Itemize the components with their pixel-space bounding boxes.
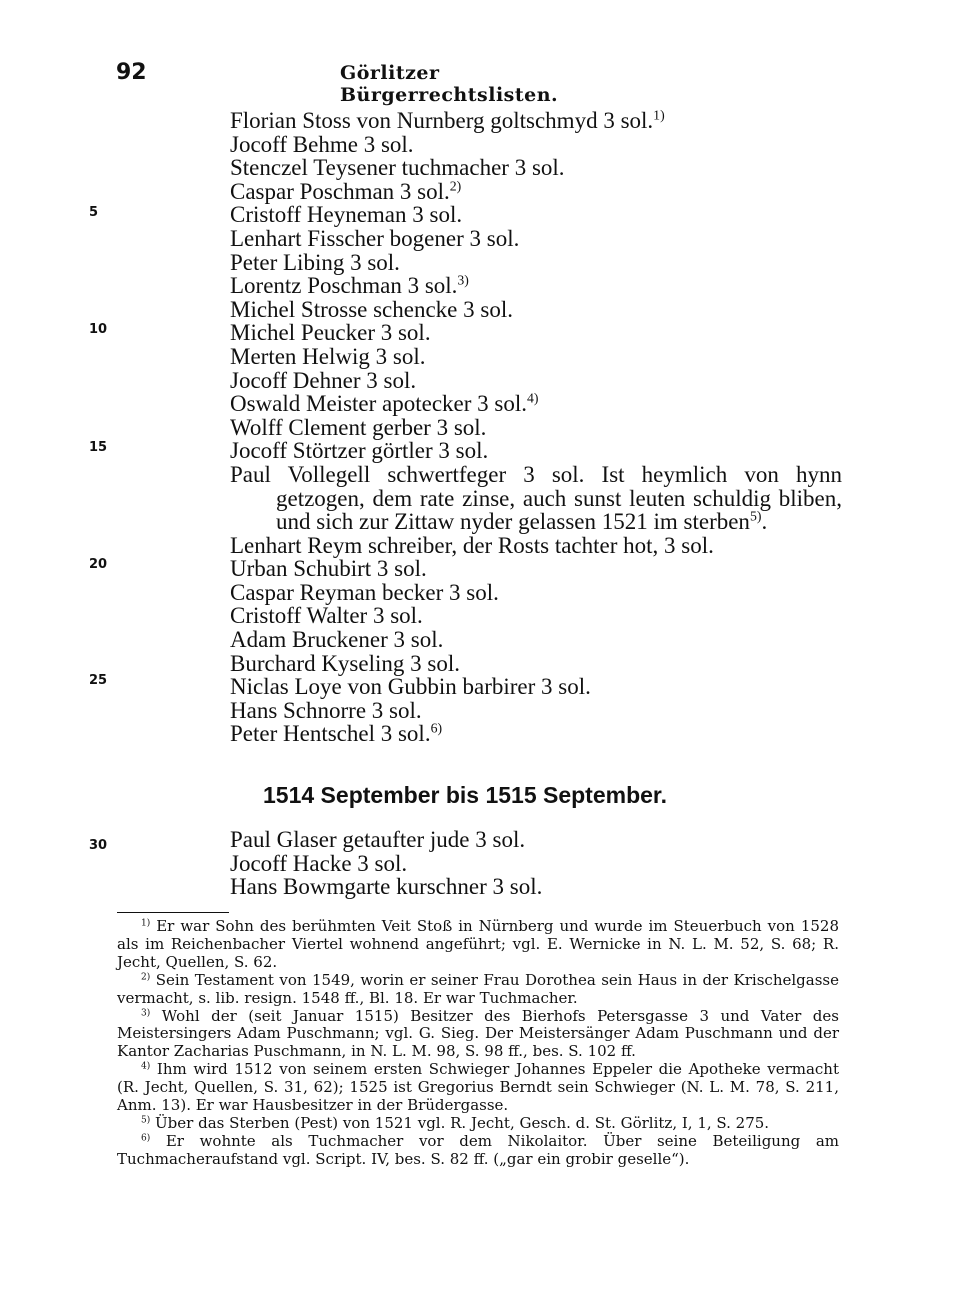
- entry-text: Peter Libing 3 sol.: [230, 249, 400, 275]
- entry-text: Paul Glaser getaufter jude 3 sol.: [230, 827, 526, 852]
- list-item: [230, 852, 842, 876]
- entry-text: Caspar Reyman becker 3 sol.: [230, 579, 499, 605]
- footnote-mark: 3): [141, 1008, 151, 1019]
- entry-text: Merten Helwig 3 sol.: [230, 343, 426, 369]
- list-item: [230, 180, 842, 204]
- footnote-ref: 1): [653, 107, 665, 123]
- list-item: [230, 251, 842, 275]
- list-item: [230, 628, 842, 652]
- entry-text: Wolff Clement gerber 3 sol.: [230, 414, 487, 440]
- footnote: [117, 1061, 839, 1115]
- line-number: 10: [89, 322, 108, 337]
- page-number: 92: [116, 60, 147, 85]
- list-item: [230, 557, 842, 581]
- entry-text: Paul Vollegell schwertfeger 3 sol. Ist heymlich von hynn getzogen, dem rate zinse, auch sunst leuten schuldig bliben, und sich zur Zittaw nyder gelassen 1521 im sterben: [230, 461, 842, 535]
- entry-end-punctuation: .: [761, 509, 768, 535]
- footnote-mark: 1): [141, 918, 151, 929]
- list-item: [230, 321, 842, 345]
- citizen-list: [230, 109, 842, 746]
- list-item: [230, 298, 842, 322]
- list-item: [230, 439, 842, 463]
- footnote-ref: 3): [457, 272, 469, 288]
- footnote-mark: 2): [141, 972, 151, 983]
- line-number: 15: [89, 440, 108, 455]
- entry-text: Burchard Kyseling 3 sol.: [230, 650, 460, 676]
- list-item: [230, 463, 842, 534]
- footnote-text: Er war Sohn des berühmten Veit Stoß in Nürnberg und wurde im Steuerbuch von 1528 als im Reichenbacher Viertel wohnend angeführt; vgl. E. Wernicke in N. L. M. 52, S. 68; R. Jecht, Quellen, S. 62.: [117, 917, 839, 971]
- entry-text: Cristoff Heyneman 3 sol.: [230, 202, 463, 228]
- entry-text: Adam Bruckener 3 sol.: [230, 627, 444, 653]
- list-item: [230, 699, 842, 723]
- entry-text: Florian Stoss von Nurnberg goltschmyd 3 sol.: [230, 108, 654, 133]
- list-item: [230, 604, 842, 628]
- entry-text: Oswald Meister apotecker 3 sol.: [230, 391, 528, 417]
- citizen-list-1514: [230, 828, 842, 899]
- entry-text: Cristoff Walter 3 sol.: [230, 603, 423, 629]
- list-item: [230, 392, 842, 416]
- list-item: [230, 156, 842, 180]
- footnote-text: Er wohnte als Tuchmacher vor dem Nikolaitor. Über seine Beteiligung am Tuchmacheraufstand vgl. Script. IV, bes. S. 82 ff. („gar ein grobir geselle“).: [117, 1131, 839, 1168]
- entry-text: Caspar Poschman 3 sol.: [230, 178, 450, 204]
- list-item: [230, 828, 842, 852]
- line-number: 25: [89, 673, 108, 688]
- footnote-text: Über das Sterben (Pest) von 1521 vgl. R. Jecht, Gesch. d. St. Görlitz, I, 1, S. 275.: [155, 1113, 770, 1132]
- line-number: 20: [89, 557, 108, 572]
- list-item: [230, 227, 842, 251]
- entry-text: Lenhart Reym schreiber, der Rosts tachter hot, 3 sol.: [230, 532, 714, 558]
- entry-text: Jocoff Störtzer görtler 3 sol.: [230, 438, 489, 464]
- footnote-text: Sein Testament von 1549, worin er seiner Frau Dorothea sein Haus in der Krischelgasse vermacht, s. lib. resign. 1548 ff., Bl. 18. Er war Tuchmacher.: [117, 970, 839, 1007]
- list-item: [230, 581, 842, 605]
- list-item: [230, 875, 842, 899]
- list-item: [230, 133, 842, 157]
- footnote-ref: 5): [749, 508, 762, 524]
- list-item: [230, 534, 842, 558]
- list-item: [230, 722, 842, 746]
- entry-text: Jocoff Dehner 3 sol.: [230, 367, 417, 393]
- list-item: [230, 675, 842, 699]
- footnote-mark: 4): [141, 1061, 151, 1072]
- entry-text: Hans Schnorre 3 sol.: [230, 697, 422, 723]
- list-item: [230, 345, 842, 369]
- list-item: [230, 652, 842, 676]
- entry-text: Hans Bowmgarte kurschner 3 sol.: [230, 874, 543, 900]
- footnotes: [117, 918, 839, 1169]
- list-item: [230, 274, 842, 298]
- footnote: [117, 918, 839, 972]
- footnote: [117, 972, 839, 1008]
- line-number: 30: [89, 838, 108, 853]
- footnote-mark: 6): [141, 1133, 151, 1144]
- footnote-mark: 5): [141, 1115, 151, 1126]
- entry-text: Urban Schubirt 3 sol.: [230, 556, 427, 582]
- section-heading: 1514 September bis 1515 September.: [263, 782, 667, 808]
- footnote-divider: [117, 912, 229, 913]
- entry-text: Lorentz Poschman 3 sol.: [230, 273, 458, 299]
- list-item: [230, 203, 842, 227]
- footnote-text: Ihm wird 1512 von seinem ersten Schwieger Johannes Eppeler die Apotheke vermacht (R. Jecht, Quellen, S. 31, 62); 1525 ist Gregorius Berndt sein Schwieger (N. L. M. 78, S. 211, Anm. 13). Er war Hausbesitzer in der Brüdergasse.: [117, 1060, 839, 1115]
- entry-text: Michel Strosse schencke 3 sol.: [230, 296, 513, 322]
- list-item: [230, 369, 842, 393]
- footnote-ref: 6): [430, 721, 443, 737]
- entry-text: Peter Hentschel 3 sol.: [230, 721, 431, 747]
- entry-text: Niclas Loye von Gubbin barbirer 3 sol.: [230, 674, 591, 700]
- entry-text: Lenhart Fisscher bogener 3 sol.: [230, 225, 520, 251]
- footnote-text: Wohl der (seit Januar 1515) Besitzer des Bierhofs Petersgasse 3 und Vater des Meistersingers Adam Puschmann; vgl. G. Sieg. Der Meistersänger Adam Puschmann und der Kantor Zacharias Puschmann, in N. L. M. 98, S. 98 ff., bes. S. 102 ff.: [117, 1006, 839, 1061]
- entry-text: Michel Peucker 3 sol.: [230, 320, 431, 346]
- footnote: [117, 1008, 839, 1062]
- entry-text: Stenczel Teysener tuchmacher 3 sol.: [230, 155, 565, 181]
- footnote-ref: 2): [449, 178, 462, 194]
- entry-text: Jocoff Behme 3 sol.: [230, 131, 414, 157]
- entry-text: Jocoff Hacke 3 sol.: [230, 850, 408, 876]
- footnote-ref: 4): [527, 390, 539, 406]
- list-item: [230, 416, 842, 440]
- running-head: Görlitzer Bürgerrechtslisten.: [340, 62, 559, 106]
- line-number: 5: [89, 205, 99, 220]
- footnote: [117, 1115, 839, 1133]
- list-item: [230, 109, 842, 133]
- footnote: [117, 1133, 839, 1169]
